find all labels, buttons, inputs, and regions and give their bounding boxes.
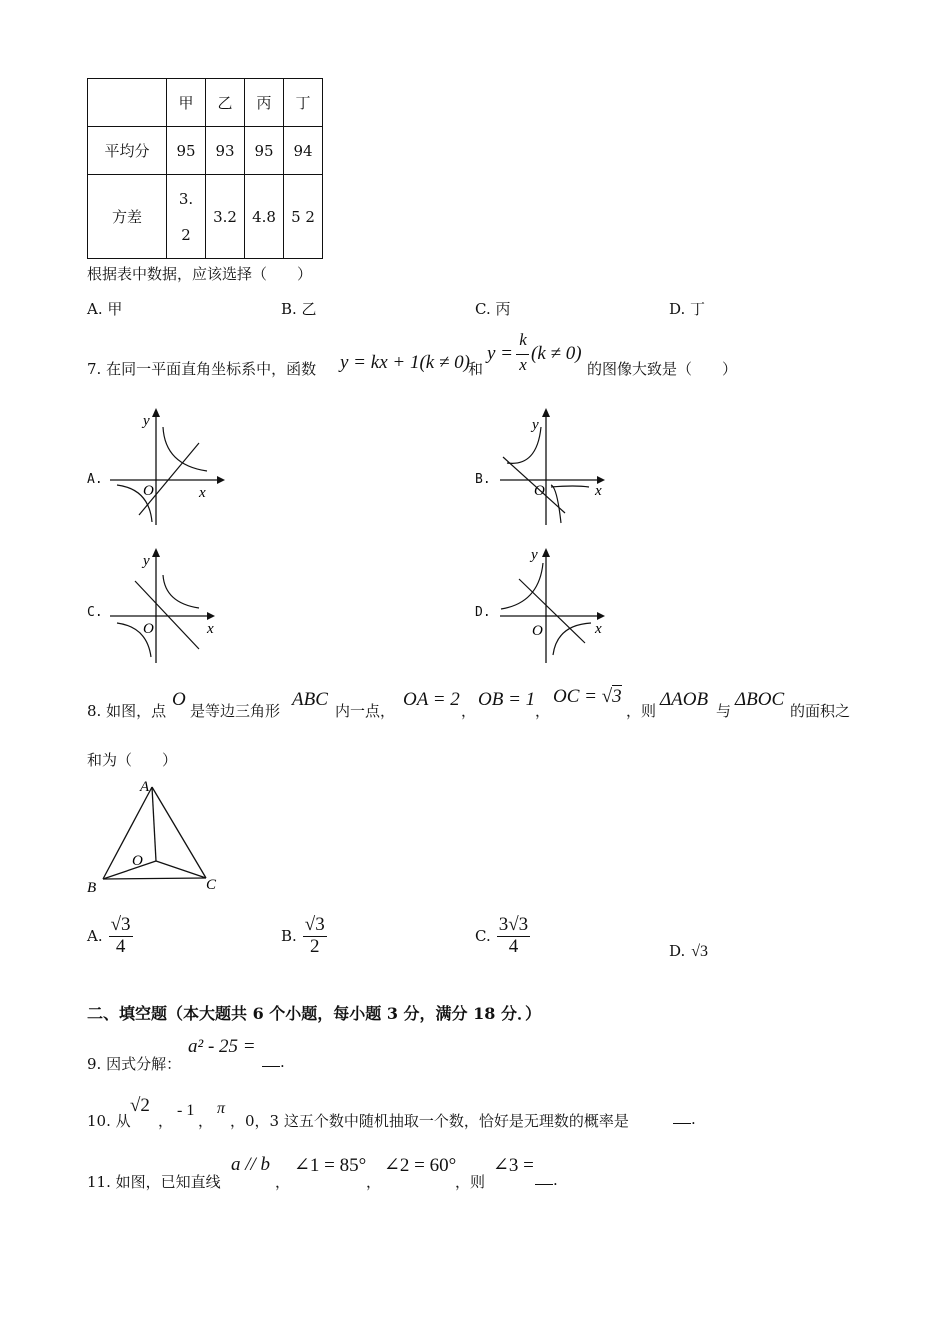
q8-point-o: O [172, 689, 186, 710]
fraction-denominator: 4 [115, 935, 126, 957]
q11-text: ，则 [455, 1173, 486, 1191]
q8-option-c[interactable] [475, 915, 530, 958]
q8-aob: ΔAOB [660, 689, 709, 710]
y-label: y [531, 547, 538, 563]
q11-parallel: a // b [231, 1154, 271, 1175]
q9-suffix: . [280, 1053, 285, 1071]
q7-suffix: 的图像大致是（ ） [587, 360, 738, 378]
q9-expression: a² - 25 = [188, 1036, 256, 1057]
vertex-b-label: B [87, 880, 97, 896]
q11-answer-blank[interactable] [535, 1170, 558, 1189]
fraction-numerator: 3√3 [498, 914, 529, 935]
fraction [303, 915, 327, 958]
score-table [87, 78, 323, 259]
table-header-blank [88, 79, 167, 127]
q8-comma: ， [461, 702, 477, 720]
q11-prefix: 11. 如图，已知直线 [87, 1173, 221, 1191]
y-axis-arrow [542, 408, 550, 417]
table-header-cell: 丙 [245, 79, 284, 127]
y-label: y [143, 553, 150, 569]
option-value: √3 [691, 943, 709, 960]
q8-text-1: 是等边三角形 [190, 702, 281, 720]
q9-prefix: 9. 因式分解： [87, 1055, 182, 1073]
q8-prefix: 8. 如图，点 [87, 702, 167, 720]
y-label: y [532, 417, 539, 433]
q10-number-neg1: - 1 [177, 1102, 195, 1119]
q8-line2: 和为（ ） [87, 751, 178, 769]
linear-graph [139, 443, 199, 515]
graph-b[interactable] [485, 405, 625, 530]
y-axis-arrow [152, 408, 160, 417]
q10-comma: ， [198, 1112, 214, 1130]
q8-comma: ， [535, 702, 551, 720]
graph-c[interactable] [95, 545, 235, 670]
q8-oa: OA = 2 [403, 689, 460, 710]
point-o-label: O [132, 853, 143, 869]
q7-frac-num: k [519, 330, 527, 349]
option-label: C. [475, 927, 491, 946]
side-ac [152, 787, 206, 878]
segment-oc [156, 861, 206, 878]
x-axis-arrow [217, 476, 225, 484]
q8-text-5: 的面积之 [790, 702, 851, 720]
segment-oa [152, 787, 156, 861]
table-cell: 93 [206, 127, 245, 175]
option-label: B. [281, 927, 297, 946]
q8-text-2: 内一点， [335, 702, 396, 720]
y-axis-arrow [152, 548, 160, 557]
q8-oc [553, 686, 622, 708]
q7-function-linear: y = kx + 1(k ≠ 0) [340, 352, 470, 373]
origin-label: O [143, 483, 154, 499]
table-row-label: 方差 [88, 175, 167, 259]
graph-d[interactable] [485, 545, 625, 670]
option-label: A. [87, 927, 103, 946]
q8-ob: OB = 1 [478, 689, 536, 710]
hyperbola-branch [551, 485, 561, 523]
y-axis-arrow [542, 548, 550, 557]
hyperbola-branch [163, 427, 207, 471]
graph-b-label[interactable]: B. [475, 472, 491, 487]
table-cell-line: 3. [178, 189, 194, 208]
table-cell-line: 2 [181, 225, 191, 244]
graph-a-label[interactable]: A. [87, 472, 103, 487]
q8-text-3: ，则 [626, 702, 657, 720]
q8-text-4: 与 [716, 702, 732, 720]
fraction [109, 915, 133, 958]
q10-number-pi: π [217, 1100, 226, 1117]
q7-function-cond: (k ≠ 0) [531, 343, 582, 364]
x-label: x [199, 485, 206, 501]
q11-angle2: ∠2 = 60° [384, 1155, 457, 1176]
vertex-c-label: C [206, 877, 217, 893]
vertex-a-label: A [140, 779, 150, 795]
q10-suffix: . [691, 1110, 696, 1128]
q6-option-c[interactable]: C. 丙 [475, 300, 511, 318]
q6-option-b[interactable]: B. 乙 [281, 300, 317, 318]
q8-oc-lhs: OC = [553, 686, 602, 707]
q11-comma: ， [366, 1173, 382, 1191]
q7-frac-den: x [519, 355, 527, 374]
blank-line [262, 1052, 280, 1067]
table-cell: 5 2 [284, 175, 323, 259]
x-label: x [595, 483, 602, 499]
q11-angle1: ∠1 = 85° [294, 1155, 367, 1176]
section-2-title: 二、填空题（本大题共 6 个小题，每小题 3 分，满分 18 分．） [87, 1004, 541, 1023]
q8-abc: ABC [292, 689, 328, 710]
hyperbola-branch [501, 563, 543, 609]
blank-line [535, 1170, 553, 1185]
option-label: D. [669, 942, 686, 960]
q10-rest: ，0，3 这五个数中随机抽取一个数，恰好是无理数的概率是 [230, 1112, 629, 1130]
q6-option-a[interactable]: A. 甲 [87, 300, 123, 318]
hyperbola-branch [163, 575, 199, 608]
q11-angle3: ∠3 = [493, 1155, 534, 1176]
q8-boc: ΔBOC [735, 689, 785, 710]
q11-suffix: . [553, 1171, 558, 1189]
q9-answer-blank[interactable] [262, 1052, 285, 1071]
table-cell: 3.2 [206, 175, 245, 259]
linear-graph [519, 579, 585, 643]
origin-label: O [534, 483, 545, 499]
q6-option-d[interactable]: D. 丁 [669, 300, 706, 318]
x-label: x [595, 621, 602, 637]
graph-d-label[interactable]: D. [475, 605, 491, 620]
q10-prefix: 10. 从 [87, 1112, 131, 1130]
q7-function-lhs: y = [487, 343, 514, 364]
table-row-label: 平均分 [88, 127, 167, 175]
origin-label: O [532, 623, 543, 639]
table-cell: 94 [284, 127, 323, 175]
fraction-denominator: 4 [508, 935, 519, 957]
blank-line [673, 1109, 691, 1124]
graph-a[interactable] [95, 405, 235, 530]
q11-comma: ， [275, 1173, 291, 1191]
q8-option-d[interactable] [669, 942, 708, 961]
q8-option-a[interactable] [87, 915, 133, 958]
x-label: x [207, 621, 214, 637]
table-cell [167, 175, 206, 259]
linear-graph [503, 457, 565, 513]
q7-and: 和 [468, 360, 484, 378]
y-label: y [143, 413, 150, 429]
origin-label: O [143, 621, 154, 637]
hyperbola-branch [551, 486, 589, 487]
side-bc [103, 878, 206, 879]
q7-prefix: 7. 在同一平面直角坐标系中，函数 [87, 360, 317, 378]
q8-triangle-figure [80, 775, 240, 900]
fraction-numerator: √3 [304, 914, 325, 935]
fraction-denominator: 2 [310, 935, 320, 957]
q10-answer-blank[interactable] [673, 1109, 696, 1128]
q10-comma: ， [158, 1112, 174, 1130]
q8-option-b[interactable] [281, 915, 327, 958]
table-cell: 4.8 [245, 175, 284, 259]
table-header-cell: 甲 [167, 79, 206, 127]
sqrt-symbol: √ [601, 686, 613, 707]
q10-number-sqrt2: √2 [130, 1095, 150, 1116]
table-header-cell: 乙 [206, 79, 245, 127]
table-cell: 95 [245, 127, 284, 175]
table-cell: 95 [167, 127, 206, 175]
fraction [497, 915, 530, 958]
q8-oc-radicand: 3 [612, 686, 622, 707]
x-axis-arrow [597, 612, 605, 620]
q6-prompt: 根据表中数据，应该选择（ ） [87, 265, 313, 283]
graph-c-label[interactable]: C. [87, 605, 103, 620]
hyperbola-branch [553, 623, 591, 655]
table-header-cell: 丁 [284, 79, 323, 127]
fraction-numerator: √3 [110, 914, 131, 935]
x-axis-arrow [207, 612, 215, 620]
